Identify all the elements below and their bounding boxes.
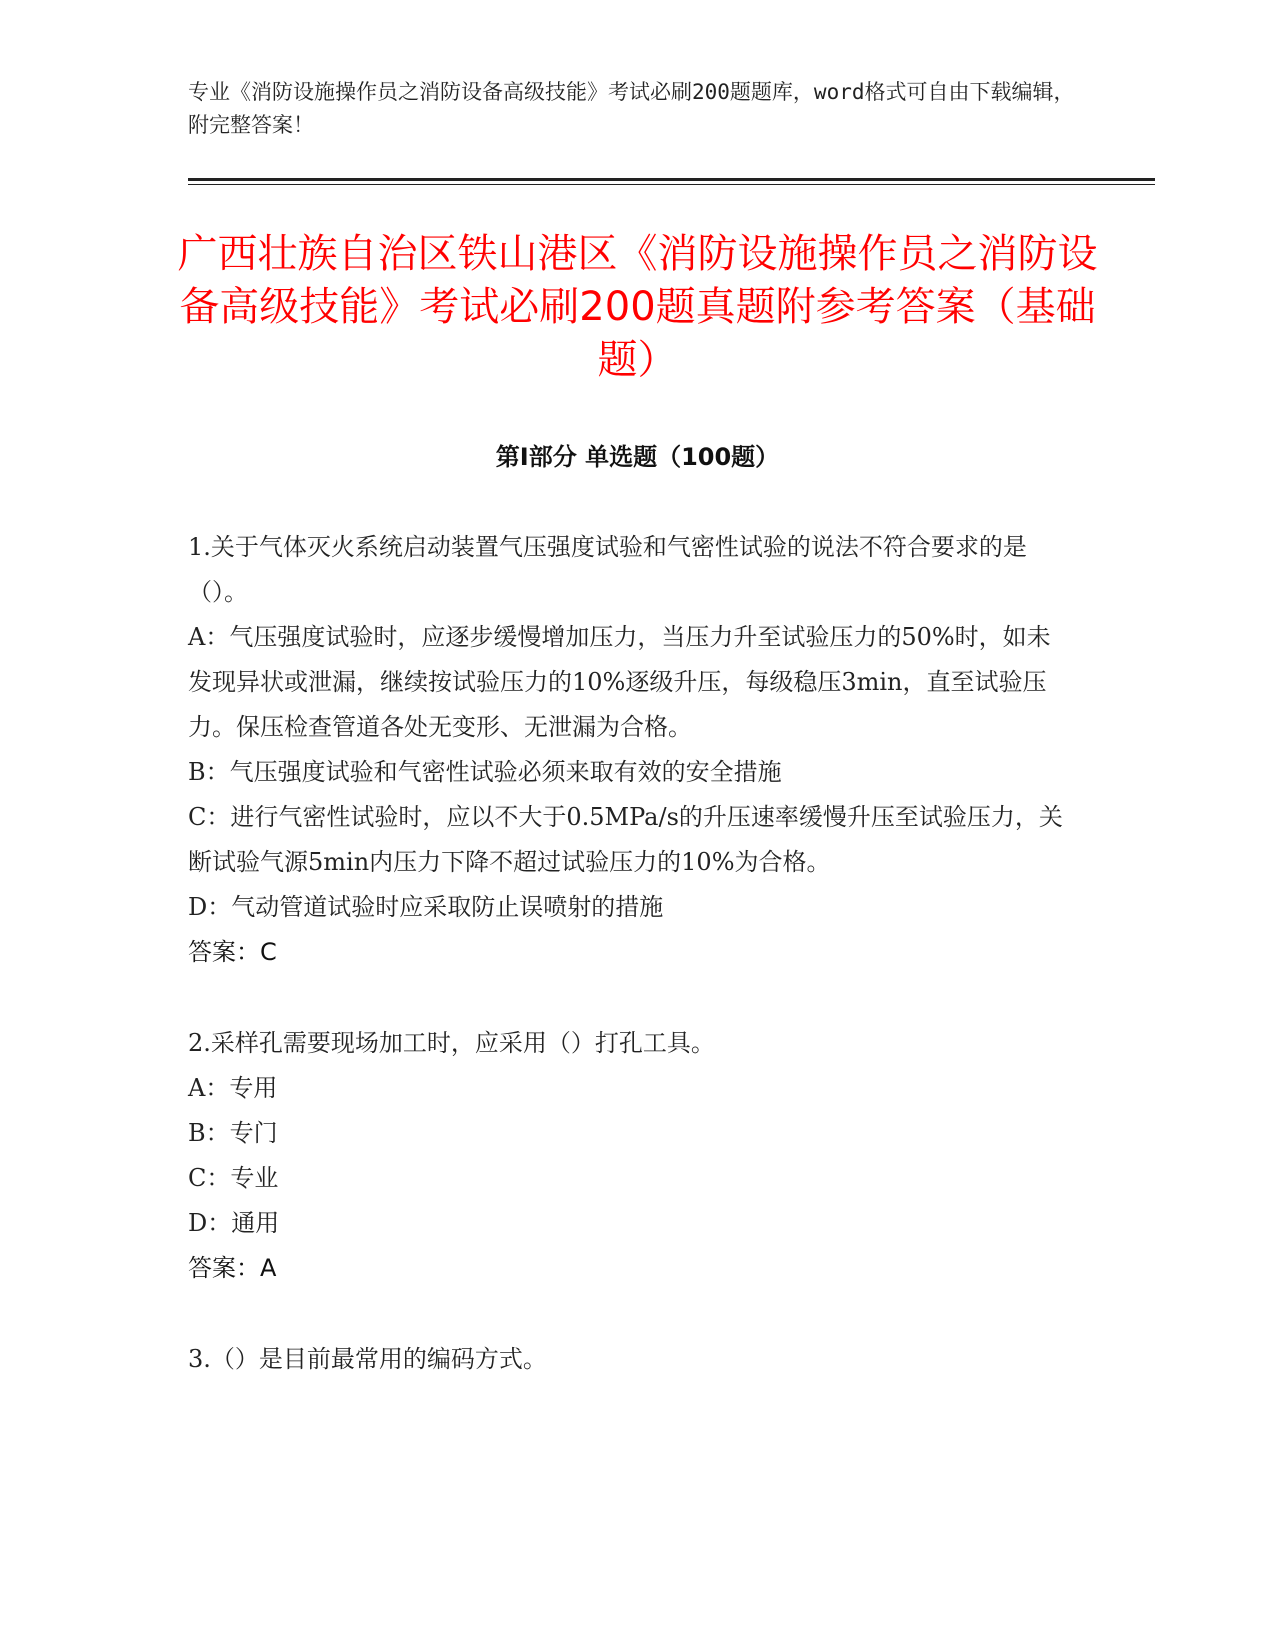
header-note: 专业《消防设施操作员之消防设备高级技能》考试必刷200题题库，word格式可自由下载编辑，附完整答案！: [188, 80, 1075, 137]
question-list: [188, 525, 1068, 1428]
section-title: 第I部分 单选题（100题）: [495, 443, 780, 471]
option-a: A：气压强度试验时，应逐步缓慢增加压力，当压力升至试验压力的50%时，如未发现异状或泄漏，继续按试验压力的10%逐级升压，每级稳压3min，直至试验压力。保压检查管道各处无变形、无泄漏为合格。: [188, 623, 1051, 741]
option-c: C：进行气密性试验时，应以不大于0.5MPa/s的升压速率缓慢升压至试验压力，关断试验气源5min内压力下降不超过试验压力的10%为合格。: [188, 803, 1063, 876]
option-b: B：气压强度试验和气密性试验必须来取有效的安全措施: [188, 758, 782, 786]
question-1: [188, 525, 1068, 975]
question-2: [188, 1021, 1068, 1291]
document-title: 广西壮族自治区铁山港区《消防设施操作员之消防设备高级技能》考试必刷200题真题附参考答案（基础题）: [177, 231, 1098, 383]
option-a: A：专用: [188, 1074, 278, 1102]
option-b: B：专门: [188, 1119, 278, 1147]
header-rule-thick: [188, 178, 1155, 181]
answer: 答案：A: [188, 1254, 277, 1282]
answer: 答案：C: [188, 938, 277, 966]
question-stem: 1.关于气体灭火系统启动装置气压强度试验和气密性试验的说法不符合要求的是（）。: [188, 533, 1027, 606]
option-d: D：通用: [188, 1209, 280, 1237]
question-stem: 3.（）是目前最常用的编码方式。: [188, 1345, 547, 1373]
option-d: D：气动管道试验时应采取防止误喷射的措施: [188, 893, 664, 921]
question-stem: 2.采样孔需要现场加工时，应采用（）打孔工具。: [188, 1029, 715, 1057]
header-rule-thin: [188, 184, 1155, 185]
option-c: C：专业: [188, 1164, 279, 1192]
question-3: [188, 1337, 1068, 1382]
